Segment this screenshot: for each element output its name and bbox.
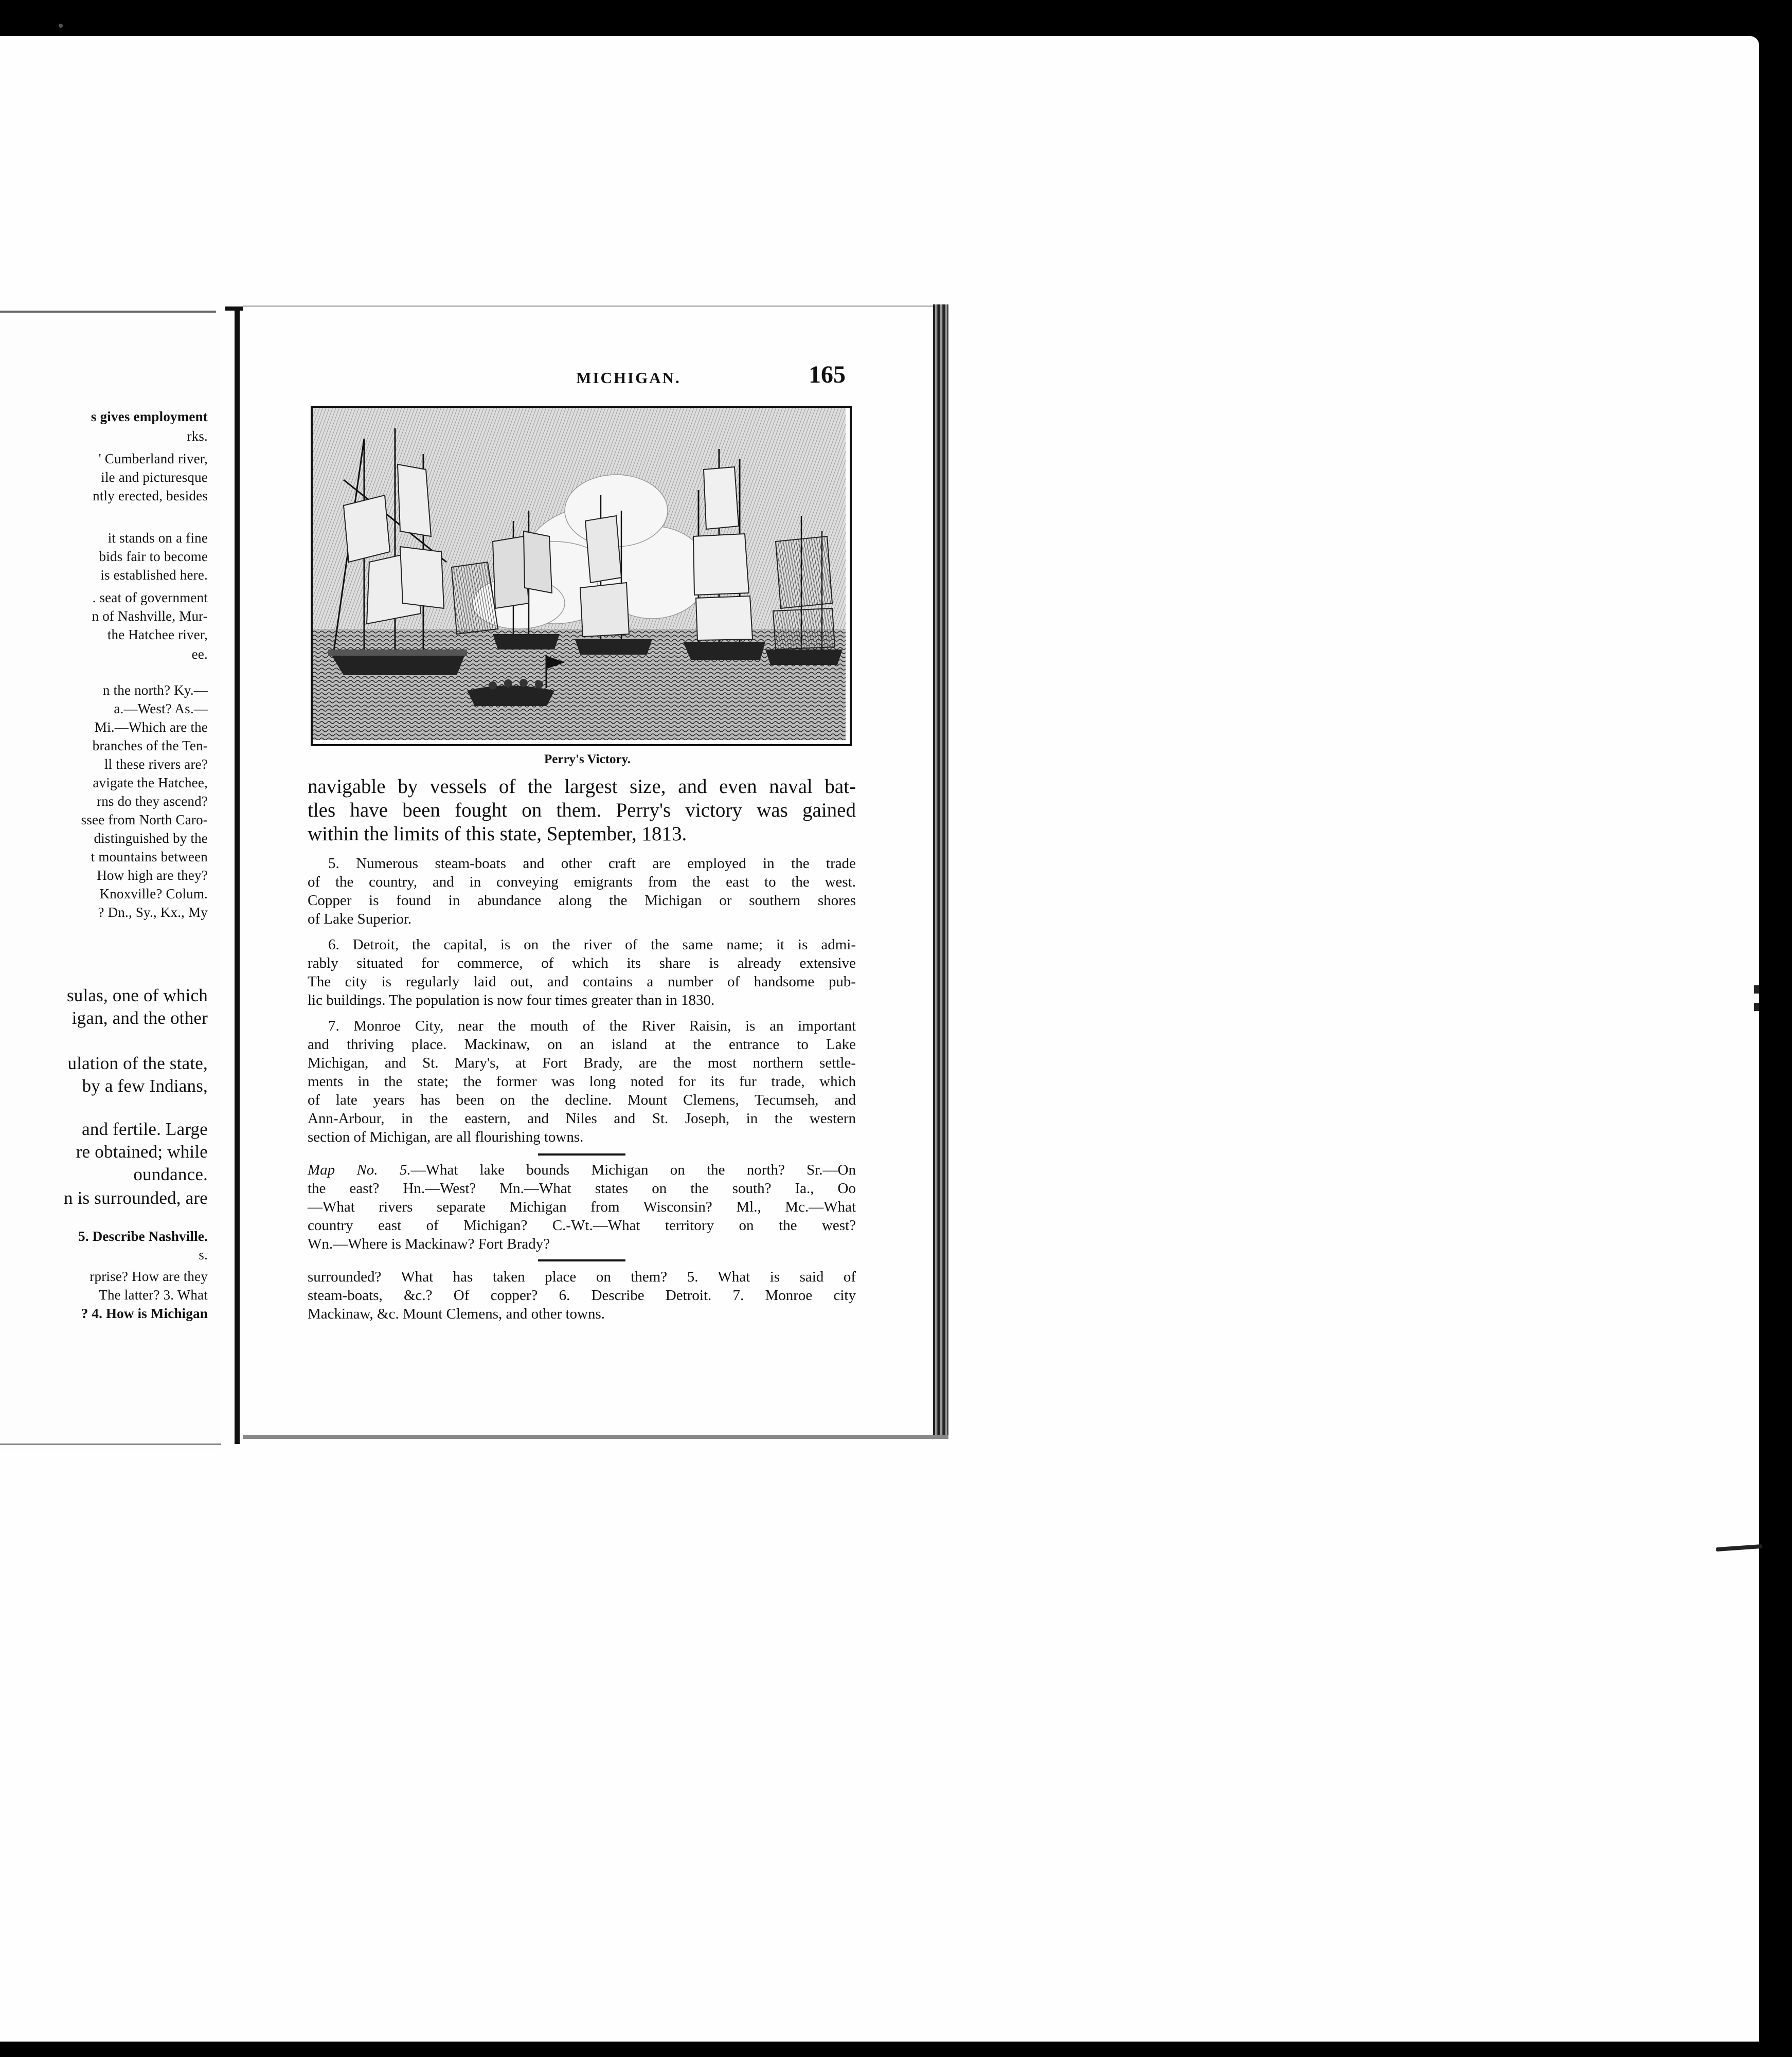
text-line: 5. Numerous steam-boats and other craft are employed in the trade bbox=[328, 855, 856, 872]
scan-speck bbox=[59, 24, 63, 28]
text-line: lic buildings. The population is now four times greater than in 1830. bbox=[308, 992, 715, 1008]
text-line: —What rivers separate Michigan from Wisconsin? Ml., Mc.—What bbox=[308, 1199, 856, 1215]
left-page-line: ntly erected, besides bbox=[93, 488, 208, 503]
left-page-line: . seat of government bbox=[92, 590, 208, 605]
left-page-line: n is surrounded, are bbox=[63, 1188, 208, 1208]
left-page-line: s. bbox=[199, 1247, 208, 1262]
left-page-line: ee. bbox=[191, 646, 208, 662]
text-line: 6. Detroit, the capital, is on the river of the same name; it is admi- bbox=[328, 936, 856, 953]
left-page-line: sulas, one of which bbox=[66, 985, 208, 1005]
left-page-line: Mi.—Which are the bbox=[94, 719, 208, 735]
text-line: The city is regularly laid out, and contains a number of handsome pub- bbox=[308, 973, 856, 990]
left-page-line: rprise? How are they bbox=[89, 1269, 208, 1284]
left-page-line: oundance. bbox=[133, 1164, 208, 1184]
text-line: Mackinaw, &c. Mount Clemens, and other towns. bbox=[308, 1306, 605, 1322]
left-page-line: branches of the Ten- bbox=[92, 738, 208, 753]
text-line: rably situated for commerce, of which its share is already extensive bbox=[308, 955, 856, 971]
text-line: Wn.—Where is Mackinaw? Fort Brady? bbox=[308, 1236, 550, 1252]
text-line: tles have been fought on them. Perry's victory was gained bbox=[308, 799, 856, 821]
left-page-line: distinguished by the bbox=[94, 831, 208, 846]
left-page-line: n of Nashville, Mur- bbox=[92, 608, 208, 624]
review-questions bbox=[308, 1268, 856, 1323]
text-line: within the limits of this state, September, 1813. bbox=[308, 823, 687, 845]
text-line: and thriving place. Mackinaw, on an island at the entrance to Lake bbox=[308, 1036, 856, 1053]
numbered-paragraphs bbox=[308, 854, 856, 1146]
left-page-line: ' Cumberland river, bbox=[98, 451, 208, 466]
left-page-bottom-rule bbox=[0, 1443, 221, 1445]
left-page-line: a.—West? As.— bbox=[114, 701, 208, 716]
map-questions-first-line bbox=[308, 1161, 856, 1179]
left-page-line: re obtained; while bbox=[76, 1142, 208, 1162]
text-line: of Lake Superior. bbox=[308, 911, 412, 927]
text-line: Copper is found in abundance along the Michigan or southern shores bbox=[308, 892, 856, 909]
left-page-line: ile and picturesque bbox=[101, 470, 208, 485]
paragraph-5 bbox=[308, 854, 856, 928]
map-questions bbox=[308, 1161, 856, 1253]
left-page-line: t mountains between bbox=[91, 849, 208, 864]
text-line: —What lake bounds Michigan on the north? Sr.—On bbox=[410, 1162, 856, 1178]
engraving-caption: Perry's Victory. bbox=[544, 752, 631, 766]
left-page-line: rns do they ascend? bbox=[97, 793, 208, 809]
naval-battle-illustration bbox=[313, 408, 846, 740]
edge-notch bbox=[1754, 985, 1759, 994]
left-page-line: and fertile. Large bbox=[82, 1119, 208, 1139]
paragraph-6 bbox=[308, 935, 856, 1009]
left-page-fragment bbox=[0, 311, 221, 1450]
text-line: section of Michigan, are all flourishing towns. bbox=[308, 1129, 584, 1145]
section-rule bbox=[538, 1259, 625, 1261]
edge-notch bbox=[1754, 1003, 1759, 1011]
left-page-line: is established here. bbox=[100, 567, 208, 583]
left-page-line: Knoxville? Colum. bbox=[99, 886, 208, 901]
running-head: MICHIGAN. bbox=[576, 369, 681, 387]
left-page-line: it stands on a fine bbox=[107, 530, 208, 546]
page-bottom-edge bbox=[243, 1435, 948, 1439]
left-page-line: igan, and the other bbox=[71, 1008, 208, 1028]
perrys-victory-engraving bbox=[311, 406, 852, 746]
text-line: of late years has been on the decline. Mount Clemens, Tecumseh, and bbox=[308, 1092, 856, 1108]
left-page-line: ulation of the state, bbox=[67, 1053, 208, 1073]
map-questions-label: Map No. 5. bbox=[308, 1162, 411, 1178]
book-gutter bbox=[235, 308, 240, 1444]
text-line: the east? Hn.—West? Mn.—What states on the south? Ia., Oo bbox=[308, 1180, 856, 1197]
text-line: Michigan, and St. Mary's, at Fort Brady, are the most northern settle- bbox=[308, 1055, 856, 1071]
left-page-top-rule bbox=[0, 311, 216, 313]
text-line: Ann-Arbour, in the eastern, and Niles and St. Joseph, in the western bbox=[308, 1110, 856, 1127]
left-page-line: How high are they? bbox=[97, 868, 208, 883]
left-page-line: ? 4. How is Michigan bbox=[81, 1306, 208, 1321]
text-line: steam-boats, &c.? Of copper? 6. Describe Detroit. 7. Monroe city bbox=[308, 1287, 856, 1304]
left-page-line: n the north? Ky.— bbox=[102, 682, 208, 698]
left-page-line: rks. bbox=[187, 428, 208, 444]
body-text bbox=[308, 775, 856, 1323]
text-line: ments in the state; the former was long noted for its fur trade, which bbox=[308, 1073, 856, 1090]
left-page-line: 5. Describe Nashville. bbox=[78, 1229, 208, 1244]
text-line: of the country, and in conveying emigrants from the east to the west. bbox=[308, 874, 856, 890]
text-line: navigable by vessels of the largest size, and even naval bat- bbox=[308, 775, 856, 798]
intro-paragraph bbox=[308, 775, 856, 846]
left-page-line: s gives employment bbox=[91, 409, 208, 424]
left-page-line: ? Dn., Sy., Kx., My bbox=[98, 905, 208, 920]
text-line: 7. Monroe City, near the mouth of the River Raisin, is an important bbox=[328, 1018, 856, 1034]
right-page bbox=[243, 305, 938, 1437]
left-page-line: ssee from North Caro- bbox=[81, 812, 208, 827]
left-page-line: by a few Indians, bbox=[82, 1076, 208, 1096]
left-page-line: bids fair to become bbox=[99, 549, 208, 564]
paragraph-7 bbox=[308, 1017, 856, 1146]
left-page-line: ll these rivers are? bbox=[104, 756, 208, 772]
page-number: 165 bbox=[809, 361, 846, 388]
left-page-line: avigate the Hatchee, bbox=[93, 775, 208, 790]
text-line: country east of Michigan? C.-Wt.—What territory on the west? bbox=[308, 1217, 856, 1234]
text-line: surrounded? What has taken place on them? 5. What is said of bbox=[308, 1269, 856, 1285]
left-page-line: the Hatchee river, bbox=[107, 627, 208, 642]
page-stack-edge bbox=[933, 304, 948, 1436]
section-rule bbox=[538, 1153, 625, 1156]
left-page-line: The latter? 3. What bbox=[99, 1287, 208, 1303]
